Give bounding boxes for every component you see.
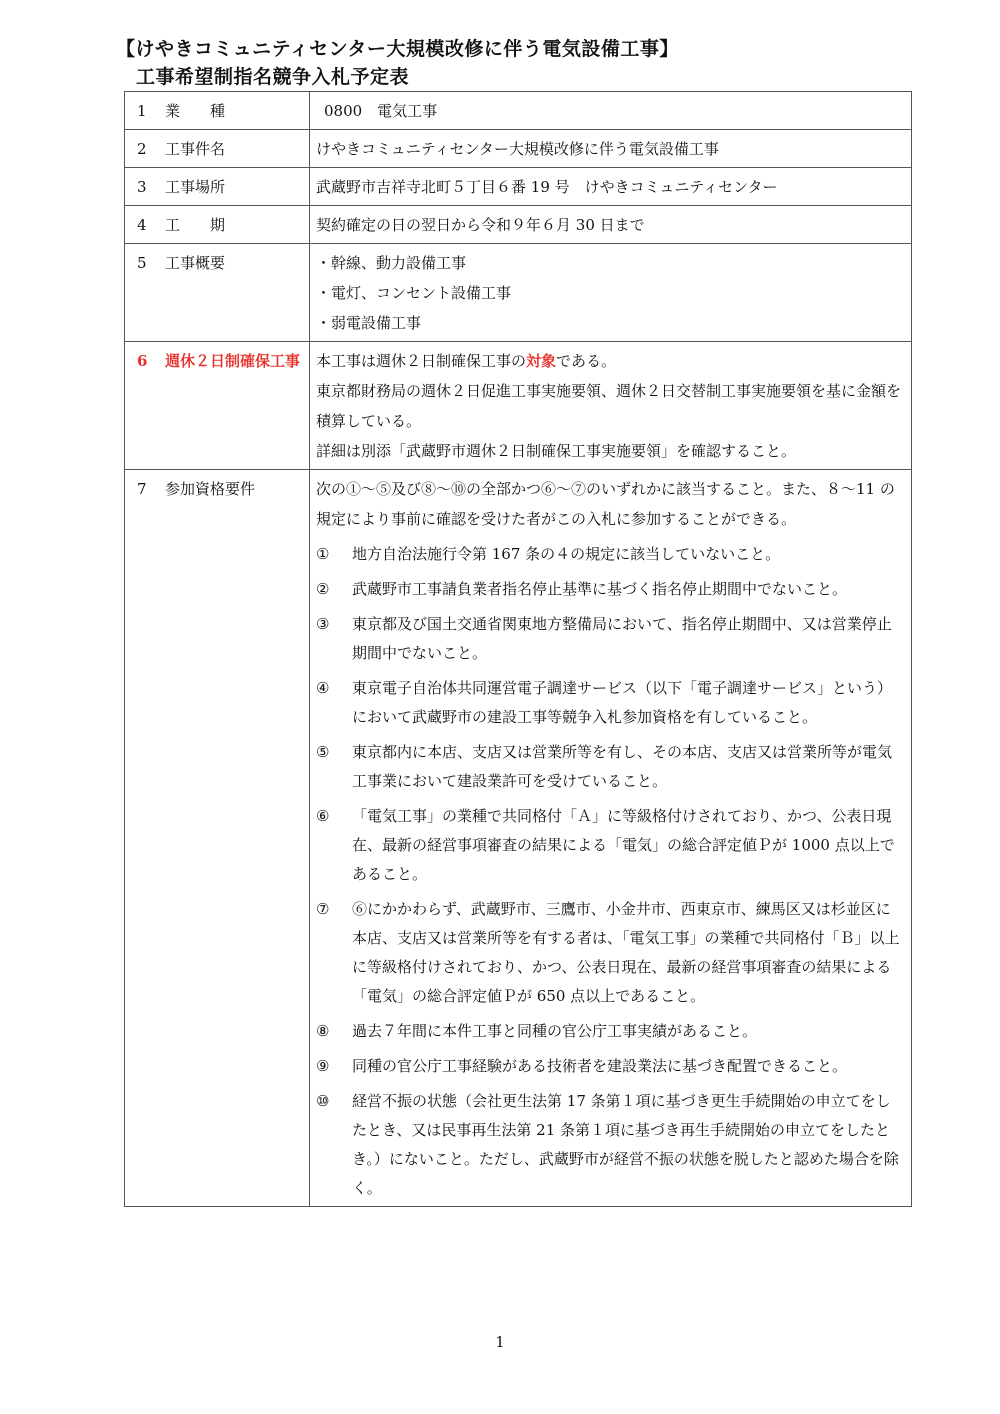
list-item: ⑥ 「電気工事」の業種で共同格付「Ａ」に等級格付けされており、かつ、公表日現在、最新の経営事項審査の結果による「電気」の総合評定値Ｐが 1000 点以上であること。 — [316, 807, 895, 883]
list-item: ① 地方自治法施行令第 167 条の４の規定に該当していないこと。 — [316, 545, 781, 563]
table-row — [125, 92, 912, 130]
two-day-weekend-reference: 詳細は別添「武蔵野市週休２日制確保工事実施要領」を確認すること。 — [316, 442, 797, 460]
industry-value: 0800 電気工事 — [324, 102, 438, 120]
list-item: ⑧ 過去７年間に本件工事と同種の官公庁工事実績があること。 — [316, 1022, 758, 1040]
row-label-text: 週休２日制確保工事 — [165, 352, 301, 370]
row-label — [125, 92, 310, 130]
page-number: 1 — [495, 1333, 505, 1351]
row-value — [310, 130, 912, 168]
row-label — [125, 244, 310, 342]
overview-bullet: ・幹線、動力設備工事 — [316, 254, 467, 272]
list-item: ⑦ ⑥にかかわらず、武蔵野市、三鷹市、小金井市、西東京市、練馬区又は杉並区に本店、支店又は営業所等を有する者は、「電気工事」の業種で共同格付「Ｂ」以上に等級格付けされており、かつ、公表日現在、最新の経営事項審査の結果による「電気」の総合評定値Ｐが 650 点以上であること。 — [316, 900, 900, 1005]
row-value — [310, 470, 912, 1207]
row-value — [310, 342, 912, 470]
table-row — [125, 342, 912, 470]
list-item: ② 武蔵野市工事請負業者指名停止基準に基づく指名停止期間中でないこと。 — [316, 580, 848, 598]
row-label-text: 工事場所 — [165, 178, 226, 196]
row-label-text: 工 期 — [165, 216, 226, 234]
overview-bullet: ・弱電設備工事 — [316, 314, 422, 332]
overview-bullet: ・電灯、コンセント設備工事 — [316, 284, 512, 302]
requirements-intro: 次の①～⑤及び⑧～⑩の全部かつ⑥～⑦のいずれかに該当すること。また、８～11 の規定により事前に確認を受けた者がこの入札に参加することができる。 — [316, 480, 895, 528]
row-number: 3 — [137, 178, 147, 196]
location-value: 武蔵野市吉祥寺北町５丁目６番 19 号 けやきコミュニティセンター — [316, 178, 778, 196]
row-label-text: 工事件名 — [165, 140, 226, 158]
list-item: ③ 東京都及び国土交通省関東地方整備局において、指名停止期間中、又は営業停止期間中でないこと。 — [316, 615, 892, 662]
two-day-weekend-detail: 東京都財務局の週休２日促進工事実施要領、週休２日交替制工事実施要領を基に金額を積算している。 — [316, 382, 902, 430]
row-number: 2 — [137, 140, 147, 158]
table-row — [125, 206, 912, 244]
row-value — [310, 206, 912, 244]
row-label-text: 工事概要 — [165, 254, 226, 272]
row-number: 1 — [137, 102, 147, 120]
row-label — [125, 130, 310, 168]
row-value — [310, 244, 912, 342]
row-number: 4 — [137, 216, 147, 234]
table-row — [125, 470, 912, 1207]
row-number: 5 — [137, 254, 147, 272]
row-label-text: 参加資格要件 — [165, 480, 256, 498]
row-label — [125, 470, 310, 1207]
document-title: 【けやきコミュニティセンター大規模改修に伴う電気設備工事】 — [116, 38, 679, 60]
table-row — [125, 168, 912, 206]
row-number: 6 — [137, 352, 148, 370]
list-item: ⑩ 経営不振の状態（会社更生法第 17 条第１項に基づき更生手続開始の申立てをしたとき、又は民事再生法第 21 条第１項に基づき再生手続開始の申立てをしたとき。）にないこと。ただし、武蔵野市が経営不振の状態を脱したと認めた場合を除く。 — [316, 1092, 899, 1197]
target-highlight: 対象 — [526, 352, 557, 370]
row-number: 7 — [137, 480, 147, 498]
table-row — [125, 244, 912, 342]
two-day-weekend-statement: 本工事は週休２日制確保工事の対象である。 — [316, 352, 617, 370]
row-label — [125, 168, 310, 206]
list-item: ⑨ 同種の官公庁工事経験がある技術者を建設業法に基づき配置できること。 — [316, 1057, 848, 1075]
document-subtitle: 工事希望制指名競争入札予定表 — [136, 66, 410, 88]
period-value: 契約確定の日の翌日から令和９年６月 30 日まで — [316, 216, 645, 234]
table-row — [125, 130, 912, 168]
list-item: ⑤ 東京都内に本店、支店又は営業所等を有し、その本店、支店又は営業所等が電気工事業において建設業許可を受けていること。 — [316, 743, 893, 790]
row-value — [310, 92, 912, 130]
list-item: ④ 東京電子自治体共同運営電子調達サービス（以下「電子調達サービス」という）において武蔵野市の建設工事等競争入札参加資格を有していること。 — [316, 679, 893, 726]
row-label — [125, 342, 310, 470]
project-name-value: けやきコミュニティセンター大規模改修に伴う電気設備工事 — [316, 140, 719, 158]
row-value — [310, 168, 912, 206]
row-label-text: 業 種 — [165, 102, 226, 120]
schedule-table — [124, 91, 912, 1207]
row-label — [125, 206, 310, 244]
